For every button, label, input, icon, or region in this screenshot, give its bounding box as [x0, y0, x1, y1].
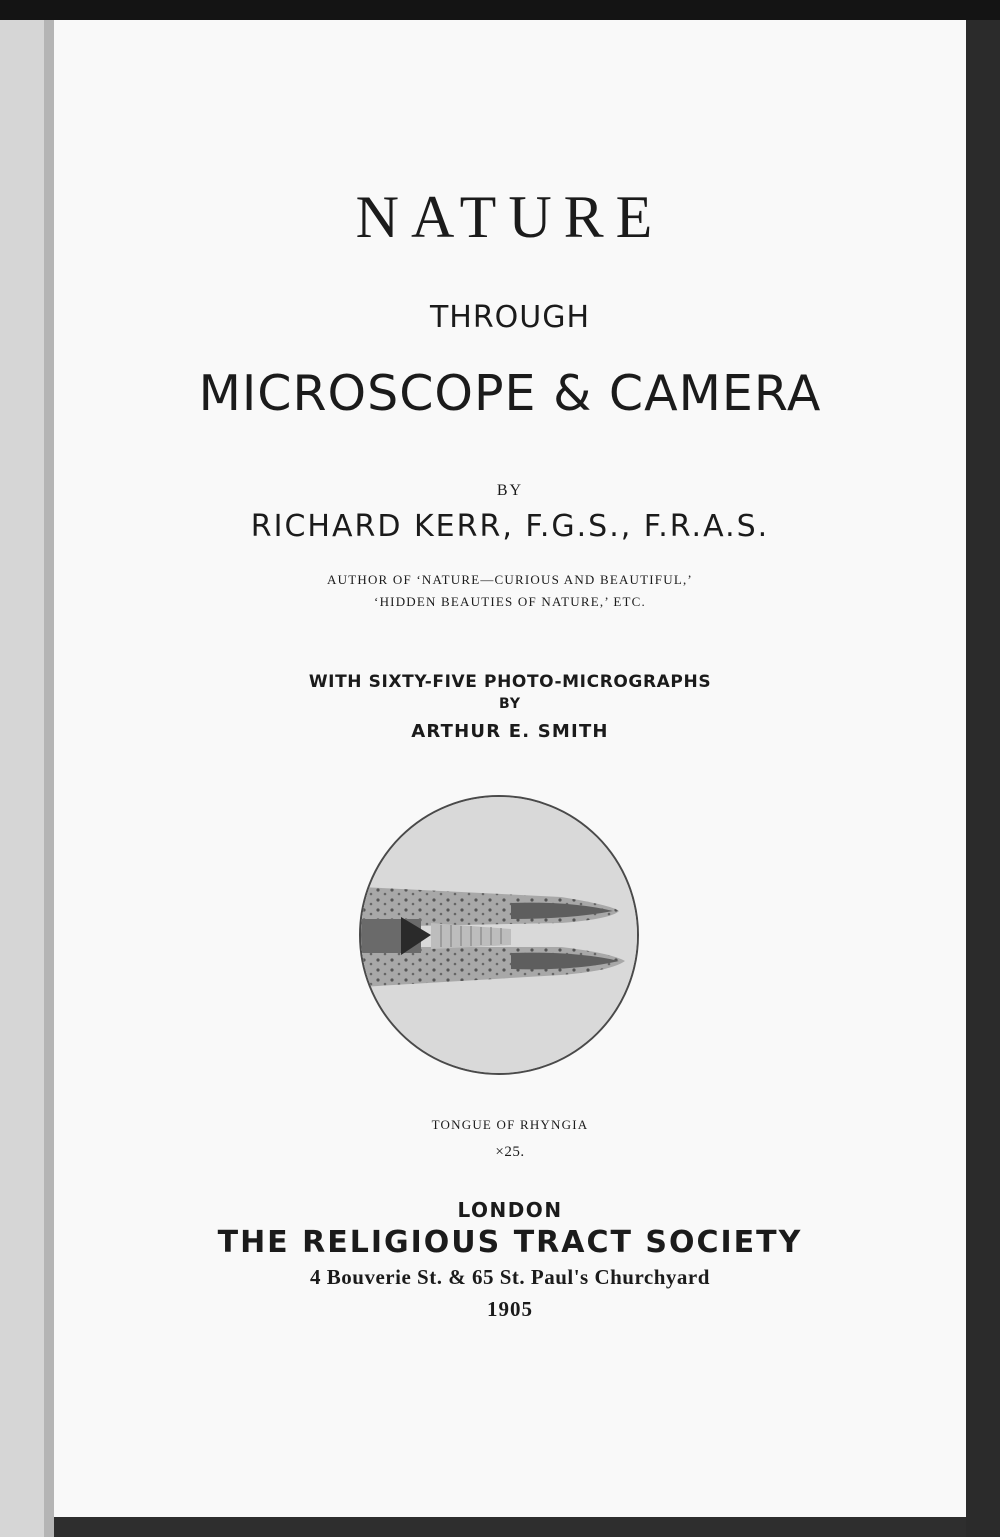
by-label: BY: [496, 482, 524, 499]
magnification-label: ×25.: [495, 1144, 525, 1160]
publisher-city: LONDON: [457, 1198, 563, 1222]
frontispiece-photomicrograph: [359, 795, 639, 1075]
scan-top-edge: [0, 0, 1000, 20]
frontispiece-caption: TONGUE OF RHYNGIA: [431, 1117, 589, 1132]
publisher-name: THE RELIGIOUS TRACT SOCIETY: [217, 1225, 803, 1260]
page-fold-shadow: [44, 20, 54, 1537]
author-name: RICHARD KERR, F.G.S., F.R.A.S.: [250, 509, 770, 544]
title-page: [54, 20, 966, 1517]
author-works-line-1: AUTHOR OF ‘NATURE—CURIOUS AND BEAUTIFUL,’: [327, 572, 693, 587]
photographer-name: ARTHUR E. SMITH: [411, 721, 609, 742]
illustrations-line: WITH SIXTY-FIVE PHOTO-MICROGRAPHS: [308, 672, 712, 692]
book-title: NATURE: [355, 184, 665, 250]
scan-bottom-edge: [54, 1517, 966, 1537]
book-gutter: [0, 20, 44, 1537]
publication-year: 1905: [487, 1297, 533, 1321]
illustrations-by-label: BY: [498, 696, 522, 712]
publisher-address: 4 Bouverie St. & 65 St. Paul's Churchyard: [310, 1265, 710, 1289]
book-subtitle: MICROSCOPE & CAMERA: [198, 365, 822, 422]
title-connector: THROUGH: [429, 300, 591, 335]
author-works-line-2: ‘HIDDEN BEAUTIES OF NATURE,’ ETC.: [374, 594, 646, 609]
book-cover-edge: [966, 20, 1000, 1537]
